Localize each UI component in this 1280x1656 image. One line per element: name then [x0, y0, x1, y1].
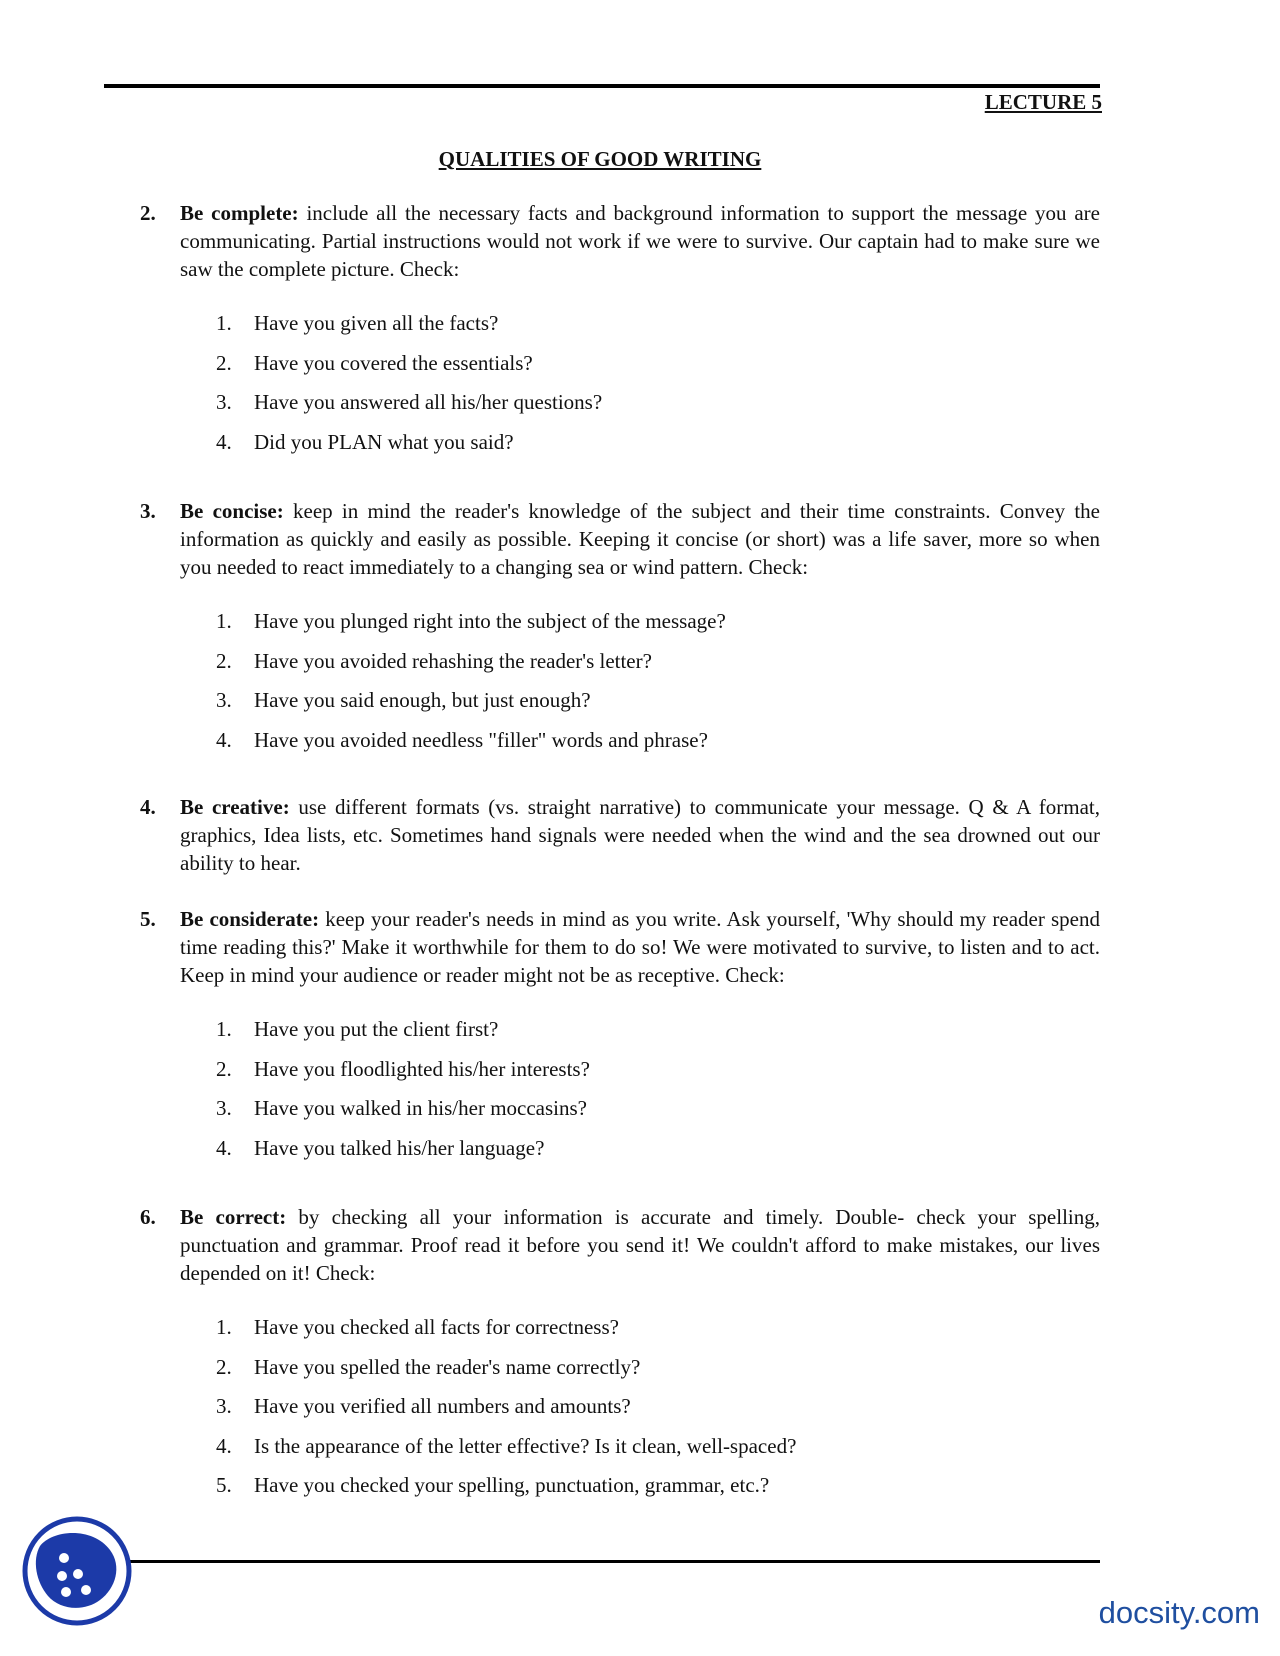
list-item: 4. Did you PLAN what you said? [216, 429, 514, 454]
section-text: keep in mind the reader's knowledge of the subject and their time constraints. Convey the information as quickly and easily as possible. Keeping it concise (or short) was a life saver, more so when you needed to react immediately to a changing sea or wind pattern. Check: [180, 499, 1100, 579]
section-text: use different formats (vs. straight narrative) to communicate your message. Q & A format, graphics, Idea lists, etc. Sometimes hand signals were needed when the wind and the sea drowned out our ability to hear. [180, 795, 1100, 875]
list-item: 3. Have you walked in his/her moccasins? [216, 1096, 587, 1120]
list-item: 2. Have you spelled the reader's name correctly? [216, 1354, 641, 1379]
list-item: 2. Have you avoided rehashing the reader's letter? [216, 648, 652, 673]
section-heading: Be correct: [180, 1205, 287, 1229]
list-item: 3. Have you answered all his/her questions? [216, 390, 603, 414]
top-rule [104, 84, 1100, 88]
section-be-considerate [140, 905, 1100, 989]
section-heading: Be considerate: [180, 907, 320, 931]
bottom-rule [104, 1560, 1100, 1563]
section-number: 5. [140, 907, 156, 931]
section-number: 4. [140, 795, 156, 819]
section-be-correct [140, 1203, 1100, 1287]
list-item: 2. Have you floodlighted his/her interests? [216, 1056, 590, 1081]
lecture-label: LECTURE 5 [984, 90, 1102, 114]
list-item: 1. Have you checked all facts for correctness? [216, 1315, 619, 1339]
section-text: by checking all your information is accurate and timely. Double- check your spelling, punctuation and grammar. Proof read it before you send it! We couldn't afford to make mistakes, our lives depended on it! Check: [180, 1205, 1100, 1285]
checklist-concise [140, 607, 1100, 765]
checklist-complete [140, 309, 1100, 467]
list-item: 4. Have you avoided needless "filler" words and phrase? [216, 727, 708, 752]
section-text: keep your reader's needs in mind as you write. Ask yourself, 'Why should my reader spend time reading this?' Make it worthwhile for them to do so! We were motivated to survive, to listen and to act. Keep in mind your audience or reader might not be as receptive. Check: [180, 907, 1100, 987]
docsity-brand-link[interactable]: docsity.com [1098, 1595, 1260, 1630]
checklist-correct [140, 1313, 1100, 1511]
list-item: 4. Is the appearance of the letter effective? Is it clean, well-spaced? [216, 1433, 797, 1458]
list-item: 1. Have you given all the facts? [216, 311, 499, 335]
docsity-logo-icon[interactable] [22, 1516, 132, 1626]
section-be-creative [140, 793, 1100, 877]
section-heading: Be creative: [180, 795, 290, 819]
list-item: 3. Have you verified all numbers and amounts? [216, 1394, 631, 1418]
list-item: 3. Have you said enough, but just enough? [216, 688, 591, 712]
section-heading: Be concise: [180, 499, 284, 523]
section-heading: Be complete: [180, 201, 299, 225]
list-item: 5. Have you checked your spelling, punctuation, grammar, etc.? [216, 1473, 770, 1497]
section-text: include all the necessary facts and background information to support the message you are communicating. Partial instructions would not work if we were to survive. Our captain had to make sure we saw the complete picture. Check: [180, 201, 1100, 281]
section-be-concise [140, 497, 1100, 581]
list-item: 2. Have you covered the essentials? [216, 350, 533, 375]
document-body [140, 199, 1100, 1511]
section-number: 3. [140, 499, 156, 523]
list-item: 1. Have you plunged right into the subject of the message? [216, 609, 726, 633]
section-number: 2. [140, 201, 156, 225]
page-title: QUALITIES OF GOOD WRITING [438, 147, 762, 171]
list-item: 4. Have you talked his/her language? [216, 1135, 545, 1160]
checklist-considerate [140, 1015, 1100, 1173]
list-item: 1. Have you put the client first? [216, 1017, 499, 1041]
section-number: 6. [140, 1205, 156, 1229]
section-be-complete [140, 199, 1100, 283]
